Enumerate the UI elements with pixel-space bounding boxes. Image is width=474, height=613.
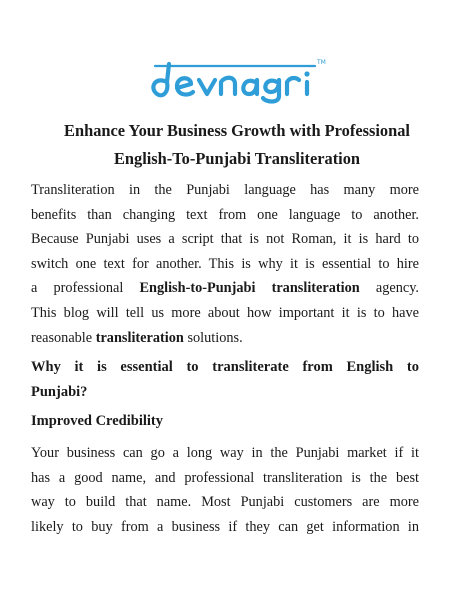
section-question-heading [31,355,419,404]
paragraph-line: Transliteration in the Punjabi language has many more [31,182,419,198]
paragraph-line: likely to buy from a business if they can get information in [31,518,419,535]
devnagri-logo-graphic [145,52,331,104]
heading-line: Why it is essential to transliterate from English to [31,359,419,375]
devnagri-logo [145,52,331,104]
svg-text:TM: TM [317,59,326,66]
paragraph-line: Because Punjabi uses a script that is not Roman, it is hard to [31,231,419,248]
paragraph-line: way to build that name. Most Punjabi customers are more [31,494,419,511]
subheading-improved-credibility: Improved Credibility [31,413,163,429]
paragraph-line [31,326,419,351]
heading-line: Punjabi? [31,383,88,400]
paragraph-text: solutions. [187,329,243,346]
paragraph-text: reasonable [31,329,93,346]
credibility-paragraph [31,441,419,539]
paragraph-line: switch one text for another. This is why it is essential to hire [31,255,419,272]
paragraph-line: benefits than changing text from one language to another. [31,206,419,223]
document-title-line-2: English-To-Punjabi Transliteration [113,149,361,168]
bold-phrase: English-to-Punjabi transliteration [139,280,360,297]
document-title-line-1: Enhance Your Business Growth with Professional [64,121,410,140]
paragraph-line: This blog will tell us more about how important it is to have [31,304,419,321]
intro-paragraph [31,178,419,350]
paragraph-text: agency. [375,280,419,297]
paragraph-text: a professional [31,280,124,297]
paragraph-line [31,276,419,301]
bold-phrase: transliteration [95,329,184,346]
paragraph-line: Your business can go a long way in the Punjabi market if it [31,445,419,461]
paragraph-line: has a good name, and professional transliteration is the best [31,469,419,486]
